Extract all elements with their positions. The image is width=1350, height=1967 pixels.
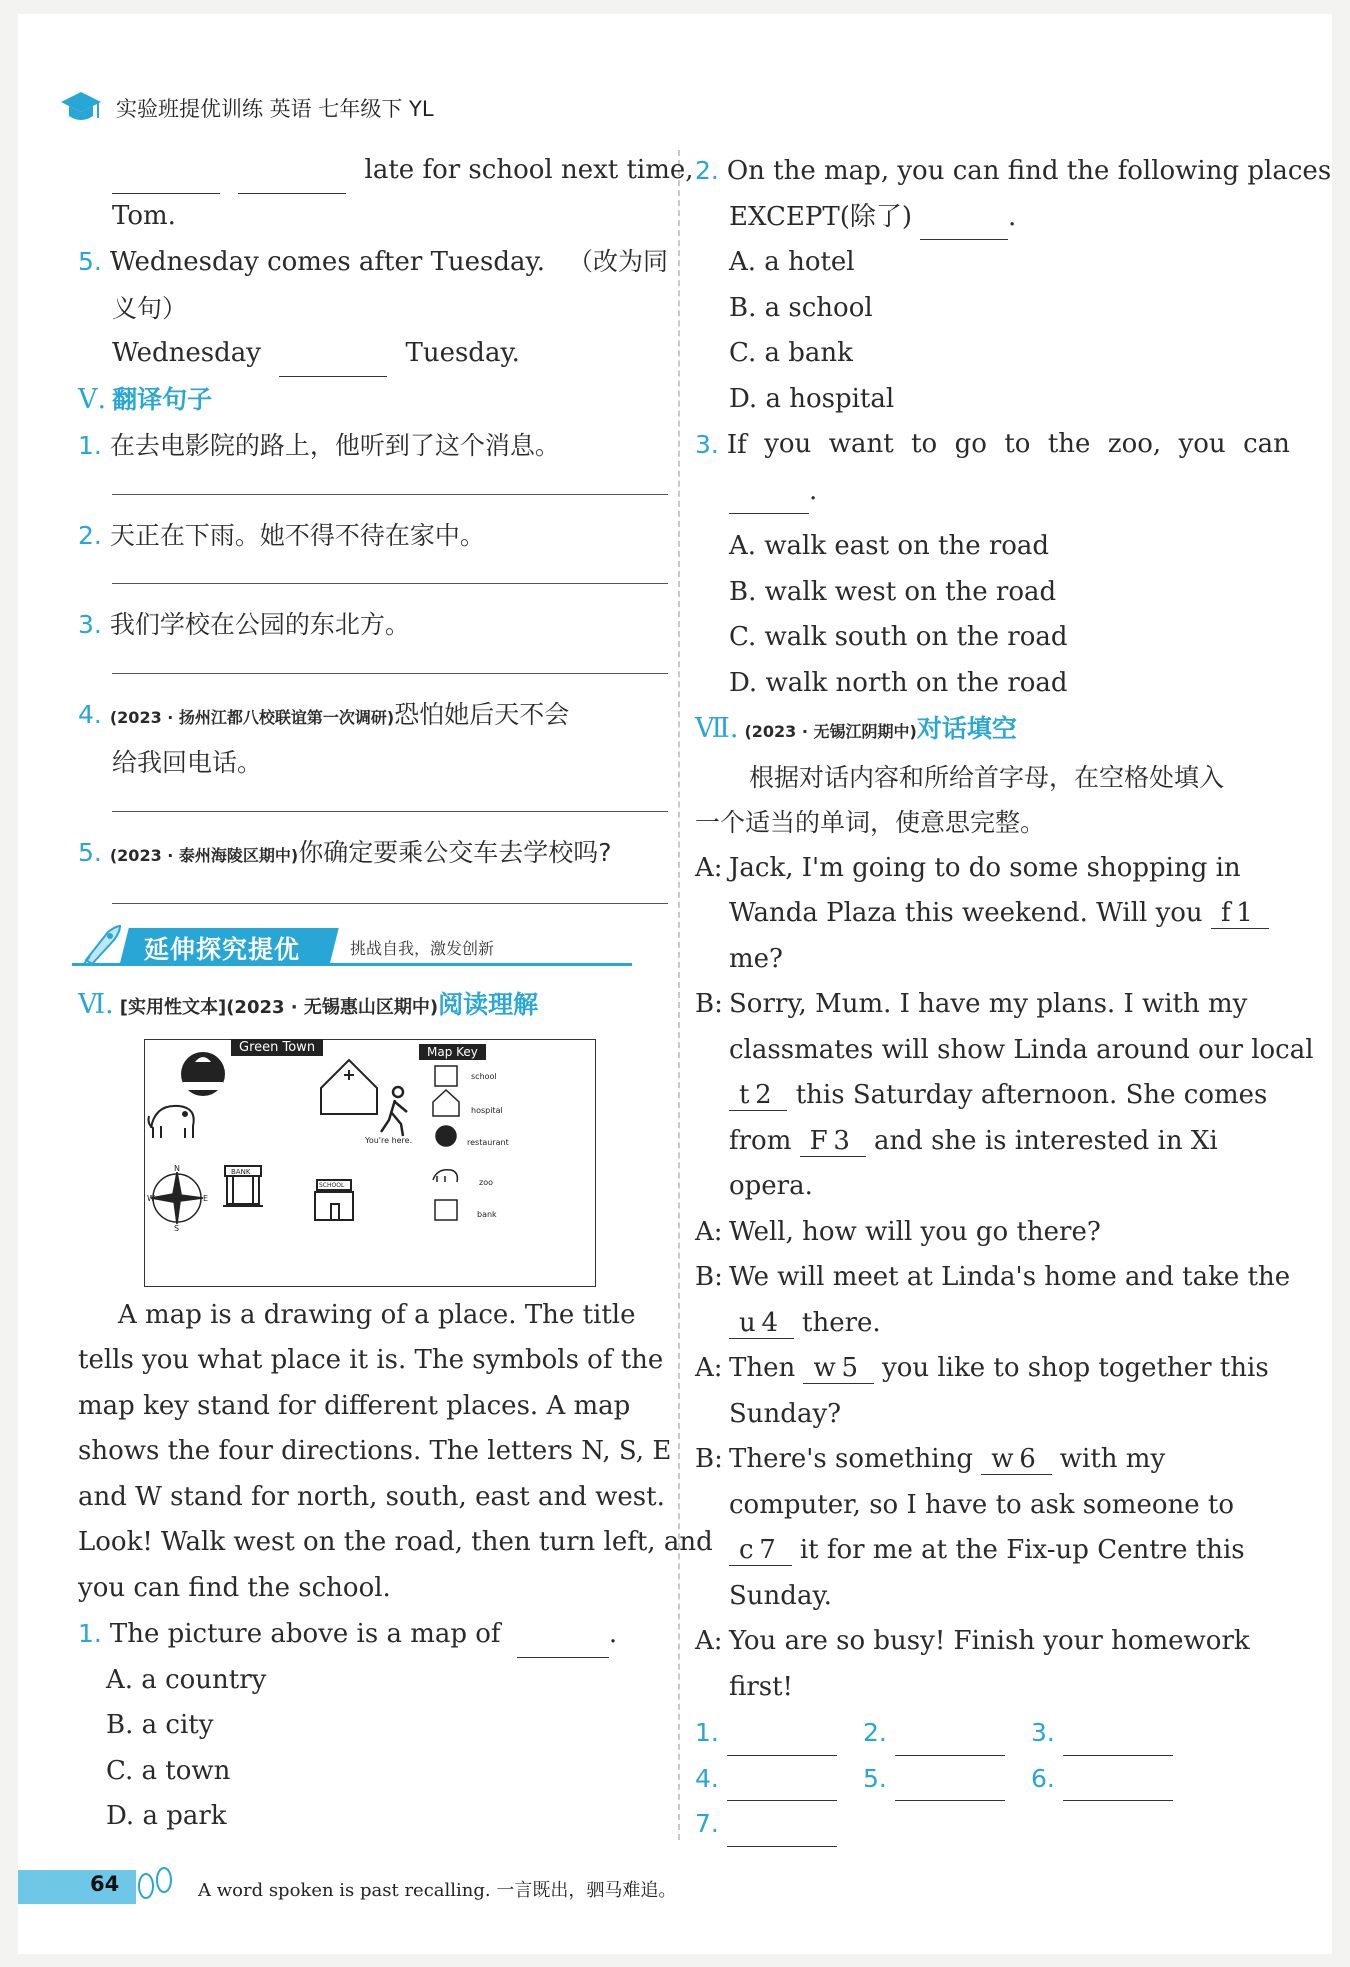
question-word: the (1047, 429, 1091, 459)
speaker-b: B: (695, 989, 723, 1019)
answer-suffix: Tuesday. (405, 338, 520, 368)
dialogue-line (695, 846, 1290, 892)
question-5 (78, 239, 668, 286)
section-6-heading (78, 982, 668, 1031)
speaker-b: B: (695, 1262, 723, 1292)
question-text: 恐怕她后天不会 (394, 699, 570, 729)
answer-number: 4. (695, 1763, 719, 1793)
question-number: 1. (78, 431, 102, 460)
gap-number: 1 (1236, 898, 1253, 928)
section-title: 阅读理解 (438, 990, 539, 1019)
question-number: 5. (78, 247, 102, 276)
answer-blank[interactable] (279, 343, 387, 377)
question-3-cont: . (695, 469, 1290, 515)
option-d[interactable]: D. a park (106, 1801, 227, 1831)
answer-blank[interactable] (727, 1813, 837, 1847)
instructions: 一个适当的单词，使意思完整。 (695, 808, 1046, 837)
gap-number: 4 (761, 1307, 779, 1338)
graduation-cap-icon (60, 88, 102, 128)
question-source: (2023 · 扬州江都八校联谊第一次调研) (109, 707, 395, 727)
question-5-answer (78, 331, 668, 377)
question-1: 1. The picture above is a map of . (78, 1611, 668, 1658)
map-key-label: bank (477, 1209, 497, 1219)
right-column (695, 148, 1332, 1847)
compass-icon (151, 1172, 203, 1224)
gap-letter: F (809, 1125, 828, 1156)
dialogue-text: computer, so I have to ask someone to (729, 1489, 1234, 1520)
question-text: EXCEPT(除了) (729, 201, 913, 232)
gap-4[interactable] (729, 1308, 794, 1339)
question-number: 2. (695, 156, 719, 185)
dialogue-text: there. (802, 1307, 881, 1338)
question-number: 3. (695, 430, 719, 459)
passage-line: you can find the school. (78, 1572, 391, 1603)
dialogue-text: first! (729, 1671, 794, 1702)
gap-letter: w (813, 1353, 836, 1383)
question-word: can (1243, 429, 1290, 459)
gap-letter: c (739, 1535, 754, 1565)
dialogue-text: classmates will show Linda around our local (729, 1034, 1314, 1065)
footprints-icon (130, 1864, 178, 1906)
passage-line: map key stand for different places. A map (78, 1390, 631, 1421)
dialogue-text: me? (729, 943, 783, 974)
dialogue-line (695, 1301, 1290, 1347)
dialogue-text: You are so busy! Finish your homework (729, 1626, 1250, 1656)
option-c[interactable]: C. walk south on the road (729, 622, 1068, 652)
map-key-label: zoo (479, 1177, 493, 1187)
dialogue-text: opera. (729, 1171, 813, 1201)
page-number: 64 (90, 1872, 120, 1896)
question-word: to (911, 429, 938, 459)
translate-item (78, 602, 668, 648)
section-number: Ⅶ. (695, 713, 739, 744)
dialogue-line (695, 1210, 1290, 1256)
answer-line[interactable] (112, 903, 668, 904)
map-drawing (145, 1040, 597, 1288)
question-word: you (764, 429, 812, 459)
you-are-here-label: You're here. (365, 1135, 413, 1145)
question-word: to (1004, 429, 1031, 459)
question-word: go (954, 429, 987, 459)
question-2-cont: EXCEPT(除了) . (695, 195, 1290, 241)
answer-row (695, 1801, 1290, 1847)
question-3 (695, 422, 1290, 469)
banner-title: 延伸探究提优 (144, 935, 301, 964)
question-text: The picture above is a map of (109, 1619, 501, 1649)
dialogue-line (695, 891, 1290, 937)
dialogue-text: with my (1059, 1444, 1166, 1474)
answer-number: 1. (695, 1718, 719, 1747)
answer-number: 5. (863, 1763, 887, 1793)
dialogue-line (695, 1255, 1290, 1301)
option-d[interactable]: D. walk north on the road (729, 667, 1068, 698)
section-number: Ⅵ. (78, 989, 114, 1020)
dialogue-text: you like to shop together this (882, 1353, 1269, 1383)
header-title: 实验班提优训练 英语 七年级下 YL (116, 97, 434, 121)
question-number: 4. (78, 699, 102, 729)
map-key-title: Map Key (419, 1044, 486, 1060)
footer-proverb: A word spoken is past recalling. 一言既出，驷马难追。 (198, 1880, 677, 1901)
question-number: 2. (78, 520, 102, 550)
compass-east: E (203, 1193, 209, 1203)
question-word: If (726, 430, 747, 460)
question-word: want (828, 429, 894, 459)
answer-blank[interactable] (727, 1767, 837, 1801)
question-number: 1. (78, 1619, 102, 1648)
compass-north: N (174, 1163, 180, 1173)
gap-letter: t (739, 1080, 750, 1110)
section-title: 对话填空 (916, 714, 1017, 743)
section-number: Ⅴ. (78, 383, 107, 415)
answer-blank[interactable] (1063, 1722, 1173, 1756)
gap-5[interactable] (803, 1353, 873, 1384)
gap-number: 6 (1019, 1444, 1036, 1474)
dialogue-line (695, 1437, 1290, 1483)
map-key-label: school (471, 1071, 497, 1081)
map-title: Green Town (231, 1039, 323, 1056)
gap-6[interactable] (981, 1444, 1051, 1475)
question-number: 5. (78, 837, 102, 867)
speaker-a: A: (695, 1216, 723, 1247)
gap-1[interactable] (1211, 898, 1269, 929)
question-source: (2023 · 泰州海陵区期中) (109, 845, 299, 865)
map-key-label: hospital (471, 1105, 503, 1115)
answer-blank[interactable] (895, 1767, 1005, 1801)
question-text: 你确定要乘公交车去学校吗? (298, 837, 612, 867)
dialogue-text: Well, how will you go there? (729, 1216, 1101, 1247)
translate-item (78, 513, 668, 559)
question-2 (695, 148, 1332, 195)
compass-west: W (147, 1193, 155, 1203)
answer-number: 2. (863, 1718, 887, 1747)
dialogue-text: this Saturday afternoon. She comes (795, 1080, 1268, 1110)
gap-3[interactable] (800, 1126, 866, 1157)
map-key-icons (433, 1066, 459, 1220)
option-d[interactable]: D. a hospital (729, 383, 895, 414)
question-word: you (1178, 429, 1226, 459)
answer-blank[interactable] (727, 1722, 837, 1756)
speaker-b: B: (695, 1444, 723, 1474)
column-divider (678, 150, 680, 1840)
dialogue-line (695, 1346, 1290, 1392)
question-text: Wednesday comes after Tuesday. (109, 247, 546, 277)
rocket-icon (78, 920, 126, 968)
dialogue-text: it for me at the Fix-up Centre this (799, 1535, 1245, 1565)
bank-sign: BANK (231, 1167, 251, 1176)
answer-blank[interactable] (112, 160, 220, 194)
answer-number: 7. (695, 1809, 719, 1838)
dialogue-line (695, 1119, 1290, 1165)
answer-number: 6. (1031, 1763, 1055, 1793)
gap-letter: f (1220, 898, 1231, 928)
gap-number: 2 (755, 1080, 772, 1110)
question-note: 义句） (112, 293, 188, 323)
gap-number: 5 (841, 1353, 859, 1383)
walking-person-icon (381, 1087, 407, 1136)
banner-subtitle: 挑战自我，激发创新 (350, 939, 495, 958)
page-footer (18, 1862, 1018, 1912)
question-text: 给我回电话。 (112, 748, 263, 777)
elephant-icon (149, 1105, 194, 1137)
answer-blank[interactable] (920, 206, 1008, 240)
passage-line: shows the four directions. The letters N, S, E (78, 1436, 672, 1466)
passage-line: and W stand for north, south, east and west. (78, 1481, 665, 1512)
section-7-heading (695, 706, 1290, 755)
option-c[interactable]: C. a bank (729, 338, 853, 368)
answer-blank[interactable] (517, 1624, 609, 1658)
gap-letter: u (739, 1307, 756, 1338)
gap-letter: w (991, 1444, 1014, 1474)
dialogue-text: Then (729, 1353, 796, 1383)
answer-blank[interactable] (895, 1722, 1005, 1756)
compass-south: S (174, 1223, 180, 1233)
answer-blank[interactable] (1063, 1767, 1173, 1801)
map-key-label: restaurant (467, 1137, 509, 1147)
dialogue-text: Jack, I'm going to do some shopping in (729, 852, 1241, 883)
option-a[interactable]: A. a hotel (729, 247, 855, 277)
question-text: 在去电影院的路上，他听到了这个消息。 (109, 431, 560, 460)
speaker-a: A: (695, 852, 723, 883)
gap-2[interactable] (729, 1080, 787, 1111)
speaker-a: A: (695, 1626, 723, 1656)
answer-blank[interactable] (729, 480, 809, 514)
dialogue-line (695, 1073, 1290, 1119)
gap-7[interactable] (729, 1535, 792, 1566)
dialogue-text: Wanda Plaza this weekend. Will you (729, 898, 1203, 928)
answer-row (695, 1756, 1290, 1802)
option-c[interactable]: C. a town (106, 1755, 231, 1786)
translate-item (78, 830, 668, 879)
speaker-a: A: (695, 1353, 723, 1383)
gap-number: 3 (833, 1125, 850, 1156)
section-source: (2023 · 无锡江阴期中) (744, 722, 917, 741)
section-5-heading (78, 377, 668, 424)
option-b[interactable]: B. a city (106, 1710, 214, 1740)
left-column (78, 148, 713, 1840)
dialogue (695, 846, 1314, 1711)
option-b[interactable]: B. a school (729, 292, 873, 323)
question-number: 3. (78, 610, 102, 639)
passage-line: A map is a drawing of a place. The title (118, 1299, 636, 1330)
dialogue-line (695, 982, 1290, 1028)
dialogue-line (695, 1528, 1290, 1574)
dialogue-line (695, 1619, 1290, 1665)
dialogue-text: from (729, 1125, 792, 1156)
answer-prefix: Wednesday (112, 338, 261, 368)
dialogue-text: Sunday. (729, 1580, 832, 1611)
reading-passage (78, 1293, 713, 1612)
page-header (60, 88, 434, 128)
prev-question-line (78, 148, 694, 194)
instructions: 根据对话内容和所给首字母，在空格处填入 (749, 762, 1225, 792)
question-text: late for school next time, (364, 155, 694, 185)
extension-banner (72, 918, 632, 976)
dialogue-text: There's something (729, 1444, 973, 1474)
passage-line: tells you what place it is. The symbols of the (78, 1345, 664, 1375)
map-figure (144, 1039, 596, 1287)
option-a[interactable]: A. walk east on the road (729, 531, 1050, 561)
dialogue-text: Sorry, Mum. I have my plans. I with my (729, 989, 1248, 1019)
section-title: 翻译句子 (112, 384, 213, 414)
question-text: Tom. (112, 200, 176, 231)
question-word: zoo, (1107, 429, 1162, 459)
dialogue-text: and she is interested in Xi (873, 1125, 1218, 1156)
school-sign: SCHOOL (319, 1181, 345, 1189)
option-a[interactable]: A. a country (106, 1664, 267, 1695)
question-note: （改为同 (567, 247, 668, 276)
passage-line: Look! Walk west on the road, then turn left, and (78, 1527, 713, 1557)
question-text: 我们学校在公园的东北方。 (109, 610, 410, 639)
restaurant-icon (181, 1052, 225, 1096)
option-b[interactable]: B. walk west on the road (729, 576, 1057, 607)
translate-item (78, 423, 668, 469)
answer-blank[interactable] (238, 160, 346, 194)
house-icon (321, 1060, 377, 1114)
answer-row (695, 1710, 1290, 1756)
dialogue-text: We will meet at Linda's home and take the (729, 1262, 1291, 1292)
dialogue-text: Sunday? (729, 1398, 842, 1429)
question-text: 天正在下雨。她不得不待在家中。 (109, 520, 485, 550)
question-text: On the map, you can find the following places (726, 156, 1332, 186)
answer-number: 3. (1031, 1718, 1055, 1747)
section-source: [实用性文本](2023 · 无锡惠山区期中) (119, 997, 439, 1018)
gap-number: 7 (759, 1535, 776, 1565)
translate-item (78, 692, 668, 741)
